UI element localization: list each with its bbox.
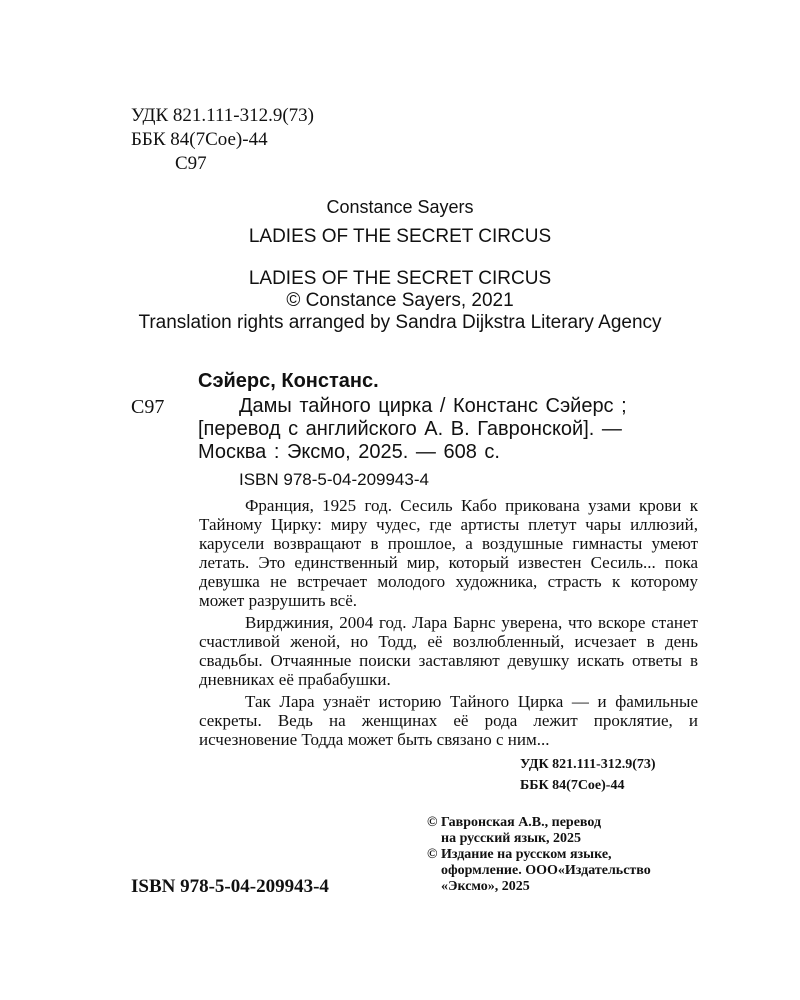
edition-credit-line-1: © Издание на русском языке, [427, 847, 612, 862]
original-copyright: © Constance Sayers, 2021 [286, 290, 514, 311]
biblio-line-2: [перевод с английского А. В. Гавронской]. — [198, 418, 622, 440]
biblio-line-3: Москва : Эксмо, 2025. — 608 с. [198, 441, 500, 463]
original-title-repeat: LADIES OF THE SECRET CIRCUS [248, 268, 552, 289]
edition-credit-line-2: оформление. ООО«Издательство [441, 863, 651, 878]
annotation-paragraph: Франция, 1925 год. Сесиль Кабо прикована узами крови к Тайному Цирку: миру чудес, где артисты плетут чары иллюзий, карусели возвращают в прошлое, а воздушные гимнасты умеют летать. Это единственный мир, который известен Сесиль... пока девушка не встречает молодого художника, страсть к которому может разрушить всё. [199, 496, 698, 610]
footer-udk: УДК 821.111-312.9(73) [520, 757, 656, 772]
biblio-line-1: Дамы тайного цирка / Констанс Сэйерс ; [239, 395, 627, 417]
footer-bbk: ББК 84(7Сое)-44 [520, 778, 625, 793]
bibliographic-description [198, 395, 627, 464]
original-title: LADIES OF THE SECRET CIRCUS [248, 226, 552, 247]
translation-credit-line-1: © Гавронская А.В., перевод [427, 815, 602, 830]
original-copyright-block [0, 268, 800, 334]
annotation [199, 496, 698, 749]
record-isbn: ISBN 978-5-04-209943-4 [239, 470, 429, 489]
bottom-isbn: ISBN 978-5-04-209943-4 [131, 876, 329, 897]
author-mark: С97 [175, 153, 207, 174]
annotation-paragraph: Вирджиния, 2004 год. Лара Барнс уверена, что вскоре станет счастливой женой, но Тодд, её возлюбленный, исчезает в день свадьбы. Отчаянные поиски заставляют девушку искать ответы в дневниках её прабабушки. [199, 613, 698, 689]
catalog-codes [131, 104, 314, 176]
record-code: С97 [131, 396, 165, 418]
translation-rights: Translation rights arranged by Sandra Dijkstra Literary Agency [138, 312, 662, 333]
copyright-credits [427, 815, 651, 895]
bbk-code: ББК 84(7Сое)-44 [131, 129, 268, 150]
original-author: Constance Sayers [326, 197, 474, 217]
udk-code: УДК 821.111-312.9(73) [131, 105, 314, 126]
record-heading: Сэйерс, Констанс. [198, 370, 379, 392]
annotation-paragraph: Так Лара узнаёт историю Тайного Цирка — и фамильные секреты. Ведь на женщинах её рода лежит проклятие, и исчезновение Тодда может быть связано с ним... [199, 692, 698, 749]
translation-credit-line-2: на русский язык, 2025 [441, 831, 582, 846]
footer-catalog-codes [520, 754, 656, 796]
edition-credit-line-3: «Эксмо», 2025 [441, 879, 530, 894]
